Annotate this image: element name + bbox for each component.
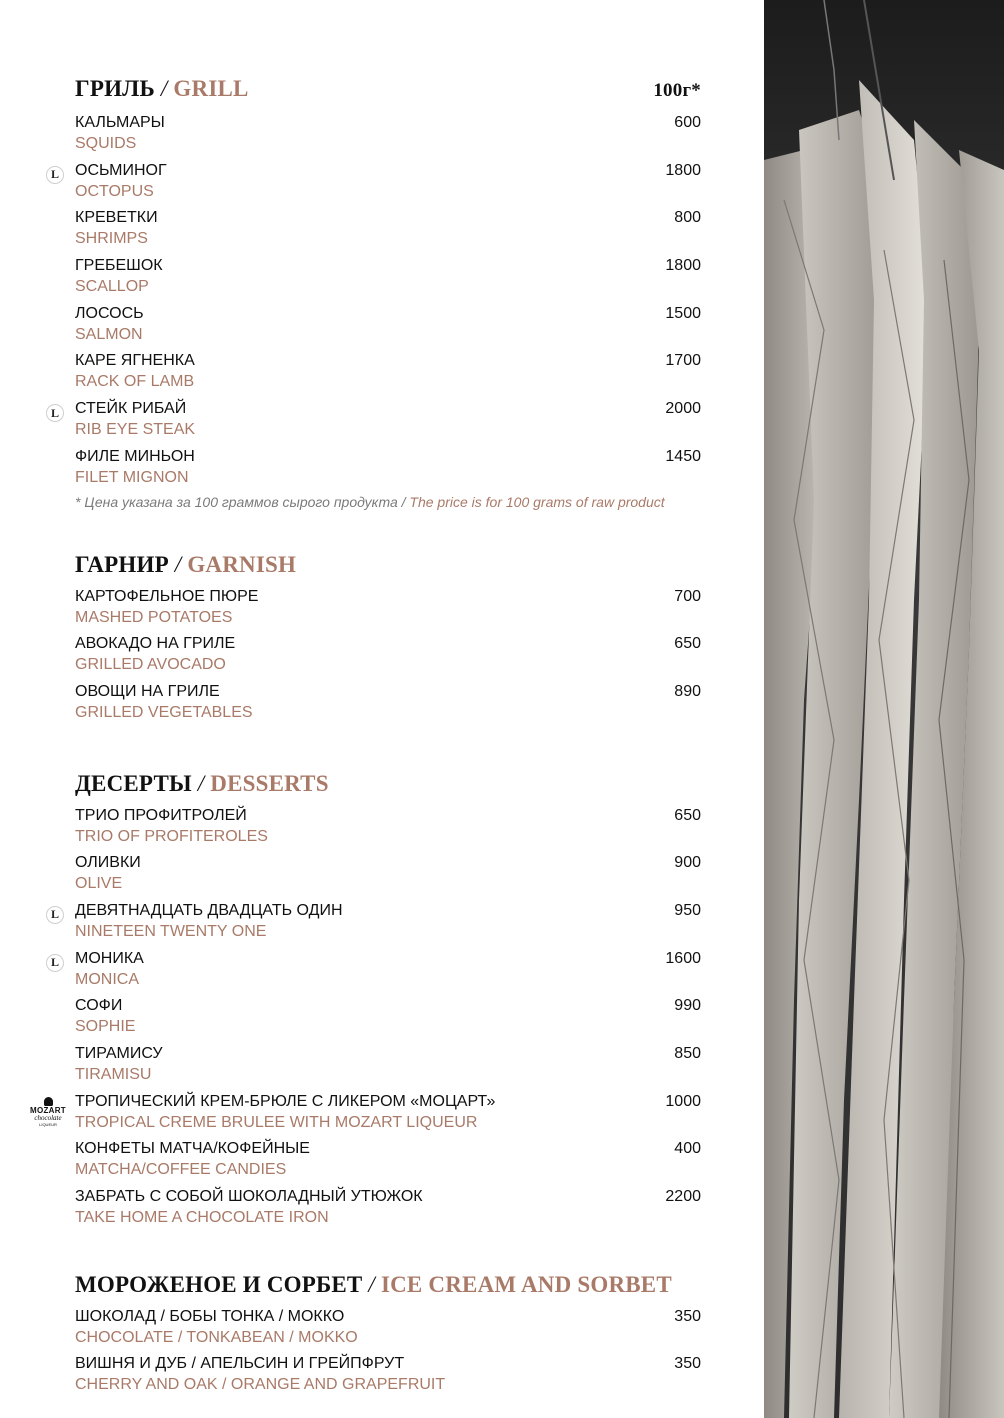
menu-item-row xyxy=(75,160,701,181)
menu-item xyxy=(75,805,701,853)
menu-item-name-en: TROPICAL CREME BRULEE WITH MOZART LIQUEUR xyxy=(75,1113,478,1131)
menu-item-price: 850 xyxy=(674,1045,701,1062)
section-title xyxy=(75,1270,701,1300)
section-title xyxy=(75,550,701,580)
menu-item-row xyxy=(75,852,701,873)
menu-item-name-ru: ТРОПИЧЕСКИЙ КРЕМ-БРЮЛЕ С ЛИКЕРОМ «МОЦАРТ» xyxy=(75,1092,496,1110)
menu-item-price: 1500 xyxy=(665,304,701,322)
price-footnote xyxy=(75,492,701,512)
section-title-ru: ГРИЛЬ xyxy=(75,76,155,101)
mozart-logo-line3: LIQUEUR xyxy=(39,1121,57,1127)
menu-item-name-ru: КАЛЬМАРЫ xyxy=(75,114,165,131)
menu-item xyxy=(75,350,701,398)
menu-item-name-en: SOPHIE xyxy=(75,1018,136,1036)
price-footnote-en: The price is for 100 grams of raw product xyxy=(409,493,665,510)
menu-list xyxy=(29,74,701,1401)
menu-item-name-en: SQUIDS xyxy=(75,135,137,152)
menu-item xyxy=(50,160,701,208)
section-title-text xyxy=(75,550,296,580)
section-title-separator: / xyxy=(368,1271,376,1297)
menu-item-name-ru: КРЕВЕТКИ xyxy=(75,209,158,227)
menu-item-name-ru: АВОКАДО НА ГРИЛЕ xyxy=(75,635,236,653)
menu-item-row xyxy=(75,1306,701,1327)
menu-item-price: 2000 xyxy=(665,400,701,418)
menu-item-row xyxy=(75,900,701,921)
section-title-separator: / xyxy=(197,770,205,796)
menu-item-name-ru: КАРЕ ЯГНЕНКА xyxy=(75,352,195,370)
menu-item xyxy=(75,1043,701,1091)
menu-item-row xyxy=(75,303,701,324)
l-badge-icon: L xyxy=(46,906,64,924)
menu-item-row xyxy=(75,1186,701,1207)
menu-item-name-en: SALMON xyxy=(75,325,143,343)
menu-item-name-ru: ТРИО ПРОФИТРОЛЕЙ xyxy=(75,806,247,824)
price-footnote-ru: * Цена указана за 100 граммов сырого продукта / xyxy=(75,493,410,510)
section-title-ru: ГАРНИР xyxy=(75,551,169,577)
menu-item-name-en: CHERRY AND OAK / ORANGE AND GRAPEFRUIT xyxy=(75,1376,446,1394)
menu-item-price: 350 xyxy=(674,1355,701,1373)
menu-section xyxy=(75,550,701,729)
menu-item-price: 1800 xyxy=(665,257,701,275)
menu-item-name-en: TIRAMISU xyxy=(75,1066,152,1083)
menu-item-name-ru: ОСЬМИНОГ xyxy=(75,161,167,179)
menu-item-name-ru: ДЕВЯТНАДЦАТЬ ДВАДЦАТЬ ОДИН xyxy=(75,901,343,919)
menu-section xyxy=(29,769,701,1234)
menu-item-name-ru: ТИРАМИСУ xyxy=(75,1045,163,1062)
menu-item-name-en: GRILLED AVOCADO xyxy=(75,656,226,674)
menu-item-row xyxy=(75,1091,701,1112)
menu-item xyxy=(75,446,701,494)
menu-item xyxy=(75,303,701,351)
menu-item-price: 990 xyxy=(674,997,701,1015)
section-title-en: ICE CREAM AND SORBET xyxy=(380,1271,672,1297)
menu-item-price: 1000 xyxy=(665,1092,701,1110)
menu-item xyxy=(75,633,701,681)
menu-section xyxy=(75,1270,701,1401)
menu-item-price: 900 xyxy=(674,854,701,872)
menu-item-name-ru: ШОКОЛАД / БОБЫ ТОНКА / МОККО xyxy=(75,1307,345,1325)
menu-item-row xyxy=(75,1138,701,1159)
l-badge-icon: L xyxy=(46,404,64,422)
menu-item-price: 890 xyxy=(674,682,701,700)
section-title-separator: / xyxy=(160,76,168,101)
menu-item xyxy=(75,1306,701,1354)
section-title xyxy=(75,769,701,799)
menu-item-name-en: FILET MIGNON xyxy=(75,468,189,486)
section-title xyxy=(75,74,701,106)
menu-item xyxy=(50,948,701,996)
section-title-en: GRILL xyxy=(173,76,249,101)
menu-item-row xyxy=(75,112,701,133)
l-badge-icon: L xyxy=(46,954,64,972)
menu-item-name-en: RIB EYE STEAK xyxy=(75,421,196,439)
mozart-bust-icon xyxy=(44,1097,53,1106)
menu-item-row xyxy=(75,398,701,419)
mozart-logo-line1: MOZART xyxy=(29,1105,66,1115)
menu-item-name-ru: ГРЕБЕШОК xyxy=(75,257,163,275)
section-title-ru: МОРОЖЕНОЕ И СОРБЕТ xyxy=(75,1271,363,1297)
mozart-logo-icon xyxy=(28,1097,68,1127)
menu-item-row xyxy=(75,207,701,228)
menu-item-row xyxy=(75,805,701,826)
decorative-photo xyxy=(764,0,1004,1418)
menu-item-name-ru: СТЕЙК РИБАЙ xyxy=(75,400,187,418)
menu-item-row xyxy=(75,995,701,1016)
section-title-en: DESSERTS xyxy=(210,770,329,796)
menu-item-name-en: OLIVE xyxy=(75,875,123,893)
section-unit: 100г* xyxy=(653,80,701,101)
menu-item-name-en: MONICA xyxy=(75,970,139,988)
menu-item-name-en: NINETEEN TWENTY ONE xyxy=(75,922,267,940)
menu-item xyxy=(75,1186,701,1234)
menu-item xyxy=(75,1138,701,1186)
mozart-logo-line2: chocolate xyxy=(34,1113,62,1122)
menu-item-name-ru: СОФИ xyxy=(75,997,123,1015)
menu-item-name-ru: КАРТОФЕЛЬНОЕ ПЮРЕ xyxy=(75,587,259,605)
menu-item-name-en: TRIO OF PROFITEROLES xyxy=(75,827,268,845)
menu-item-name-ru: КОНФЕТЫ МАТЧА/КОФЕЙНЫЕ xyxy=(75,1140,310,1158)
menu-item-name-en: OCTOPUS xyxy=(75,182,154,200)
menu-item-price: 1800 xyxy=(665,161,701,179)
section-title-ru: ДЕСЕРТЫ xyxy=(75,770,192,796)
menu-item xyxy=(75,681,701,729)
menu-item xyxy=(75,255,701,303)
menu-item xyxy=(75,1353,701,1401)
menu-item-name-en: CHOCOLATE / TONKABEAN / MOKKO xyxy=(75,1328,358,1346)
menu-item-price: 1700 xyxy=(665,352,701,370)
menu-item-name-ru: МОНИКА xyxy=(75,949,144,967)
menu-item-name-ru: ФИЛЕ МИНЬОН xyxy=(75,447,195,465)
menu-item xyxy=(75,852,701,900)
menu-item-row xyxy=(75,586,701,607)
menu-item-price: 1600 xyxy=(665,949,701,967)
section-title-text xyxy=(75,1270,672,1300)
menu-item xyxy=(75,586,701,634)
section-title-separator: / xyxy=(174,551,182,577)
menu-item-name-en: MASHED POTATOES xyxy=(75,608,233,626)
menu-item-price: 800 xyxy=(674,209,701,227)
menu-item xyxy=(75,995,701,1043)
menu-item-name-ru: ОЛИВКИ xyxy=(75,854,141,872)
section-title-text xyxy=(75,74,249,104)
menu-item xyxy=(50,398,701,446)
menu-item xyxy=(75,207,701,255)
menu-item-price: 2200 xyxy=(665,1188,701,1206)
menu-section xyxy=(50,74,701,512)
menu-item-row xyxy=(75,681,701,702)
menu-item-price: 1450 xyxy=(665,447,701,465)
menu-item xyxy=(29,1091,701,1139)
l-badge-icon: L xyxy=(46,166,64,184)
menu-item-name-ru: ЛОСОСЬ xyxy=(75,304,144,322)
menu-item-price: 600 xyxy=(674,114,701,131)
menu-item-row xyxy=(75,948,701,969)
section-title-en: GARNISH xyxy=(187,551,297,577)
menu-item-row xyxy=(75,1353,701,1374)
menu-item-row xyxy=(75,255,701,276)
menu-item-price: 650 xyxy=(674,635,701,653)
menu-item-price: 400 xyxy=(674,1140,701,1158)
menu-item-row xyxy=(75,1043,701,1064)
menu-item-name-en: GRILLED VEGETABLES xyxy=(75,703,253,721)
menu-item xyxy=(75,112,701,160)
menu-item-name-en: SHRIMPS xyxy=(75,230,148,248)
menu-item-price: 700 xyxy=(674,587,701,605)
menu-item-price: 650 xyxy=(674,806,701,824)
menu-item-name-en: MATCHA/COFFEE CANDIES xyxy=(75,1161,287,1179)
menu-item-row xyxy=(75,446,701,467)
menu-item-name-ru: ВИШНЯ И ДУБ / АПЕЛЬСИН И ГРЕЙПФРУТ xyxy=(75,1355,405,1373)
menu-item-name-en: RACK OF LAMB xyxy=(75,373,195,391)
menu-item-row xyxy=(75,633,701,654)
menu-item-price: 950 xyxy=(674,901,701,919)
menu-item-name-en: TAKE HOME A CHOCOLATE IRON xyxy=(75,1209,329,1227)
menu-item xyxy=(50,900,701,948)
paper-patterns-image xyxy=(764,0,1004,1418)
menu-item-name-ru: ЗАБРАТЬ С СОБОЙ ШОКОЛАДНЫЙ УТЮЖОК xyxy=(75,1188,423,1206)
menu-item-price: 350 xyxy=(674,1307,701,1325)
section-title-text xyxy=(75,769,329,799)
menu-item-name-ru: ОВОЩИ НА ГРИЛЕ xyxy=(75,682,220,700)
menu-item-name-en: SCALLOP xyxy=(75,278,149,296)
menu-item-row xyxy=(75,350,701,371)
